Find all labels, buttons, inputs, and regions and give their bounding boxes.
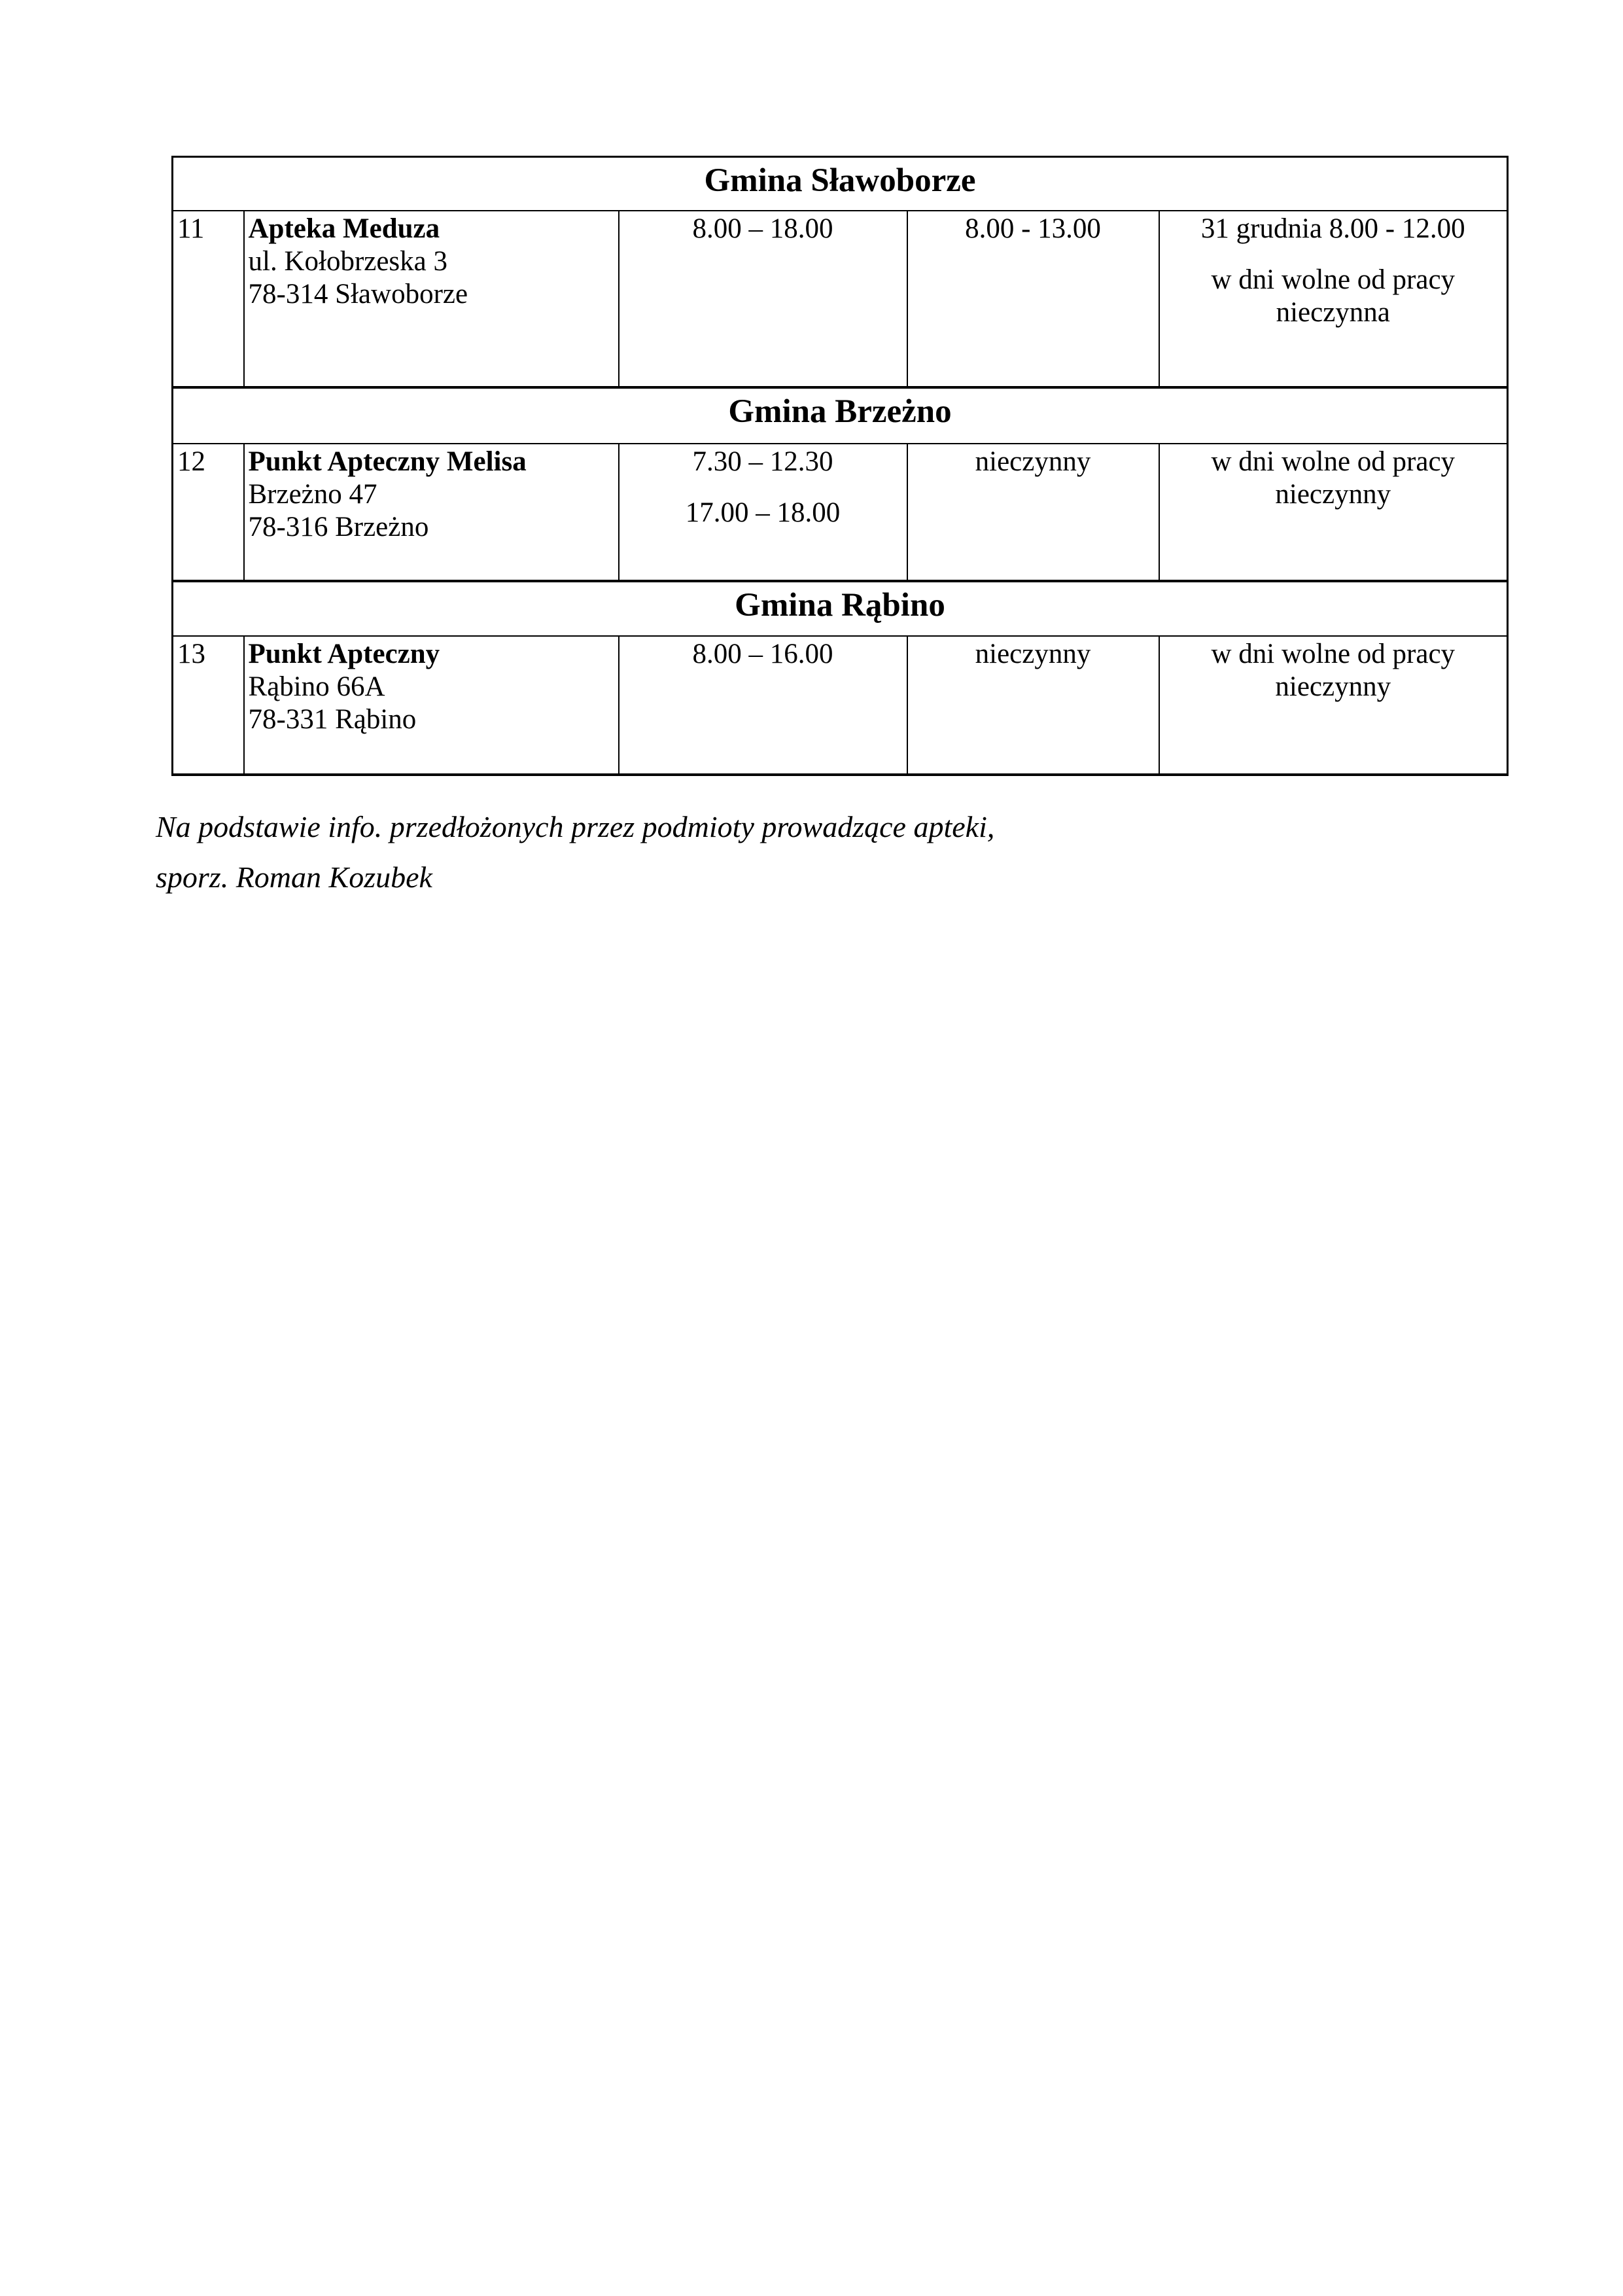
weekday-hours: 17.00 – 18.00 [685, 497, 841, 528]
holiday-note-line: nieczynny [1275, 478, 1391, 510]
table-row-13-punkt-apteczny [173, 636, 1508, 775]
weekday-hours-cell [619, 636, 907, 775]
pharmacy-name: Punkt Apteczny Melisa [248, 446, 527, 477]
weekday-hours: 8.00 – 18.00 [692, 213, 833, 244]
weekday-hours: 7.30 – 12.30 [692, 446, 833, 477]
saturday-hours: nieczynny [975, 446, 1091, 477]
pharmacy-address-line: 78-316 Brzeżno [248, 511, 429, 542]
section-header-row-brzezno [173, 387, 1508, 444]
pharmacy-name: Apteka Meduza [248, 213, 440, 244]
section-header-row-slawoborze [173, 157, 1508, 211]
holiday-note-line: 31 grudnia 8.00 - 12.00 [1200, 213, 1465, 244]
section-header-row-rabino [173, 581, 1508, 636]
saturday-hours: nieczynny [975, 638, 1091, 669]
saturday-hours-cell [907, 444, 1159, 581]
table-row-11-apteka-meduza [173, 211, 1508, 387]
row-number: 13 [173, 636, 244, 775]
holiday-note-line: w dni wolne od pracy [1211, 446, 1456, 477]
weekday-hours-cell [619, 444, 907, 581]
holiday-hours-cell [1159, 211, 1508, 387]
weekday-hours: 8.00 – 16.00 [692, 638, 833, 669]
saturday-hours-cell [907, 211, 1159, 387]
holiday-hours-cell [1159, 444, 1508, 581]
holiday-hours-cell [1159, 636, 1508, 775]
pharmacy-address-line: 78-314 Sławoborze [248, 278, 468, 309]
document-footer [156, 809, 994, 896]
pharmacy-name: Punkt Apteczny [248, 638, 440, 669]
footer-source-note: Na podstawie info. przedłożonych przez podmioty prowadzące apteki, [156, 810, 995, 843]
saturday-hours-cell [907, 636, 1159, 775]
pharmacy-schedule-table [171, 156, 1509, 776]
weekday-hours-cell [619, 211, 907, 387]
pharmacy-address-line: Brzeżno 47 [248, 478, 377, 510]
pharmacy-address-line: ul. Kołobrzeska 3 [248, 245, 448, 277]
saturday-hours: 8.00 - 13.00 [965, 213, 1101, 244]
holiday-note-line: nieczynny [1275, 671, 1391, 702]
holiday-note-line: nieczynna [1276, 296, 1390, 328]
row-number: 11 [173, 211, 244, 387]
section-header-brzezno: Gmina Brzeżno [173, 387, 1508, 444]
pharmacy-name-address-cell [244, 211, 619, 387]
row-number: 12 [173, 444, 244, 581]
footer-author-note: sporz. Roman Kozubek [156, 860, 432, 894]
pharmacy-name-address-cell [244, 444, 619, 581]
holiday-note-line: w dni wolne od pracy [1211, 638, 1456, 669]
holiday-note-line: w dni wolne od pracy [1211, 264, 1456, 295]
section-header-slawoborze: Gmina Sławoborze [173, 157, 1508, 211]
table-row-12-punkt-apteczny-melisa [173, 444, 1508, 581]
pharmacy-address-line: 78-331 Rąbino [248, 703, 417, 735]
section-header-rabino: Gmina Rąbino [173, 581, 1508, 636]
pharmacy-name-address-cell [244, 636, 619, 775]
pharmacy-address-line: Rąbino 66A [248, 671, 385, 702]
